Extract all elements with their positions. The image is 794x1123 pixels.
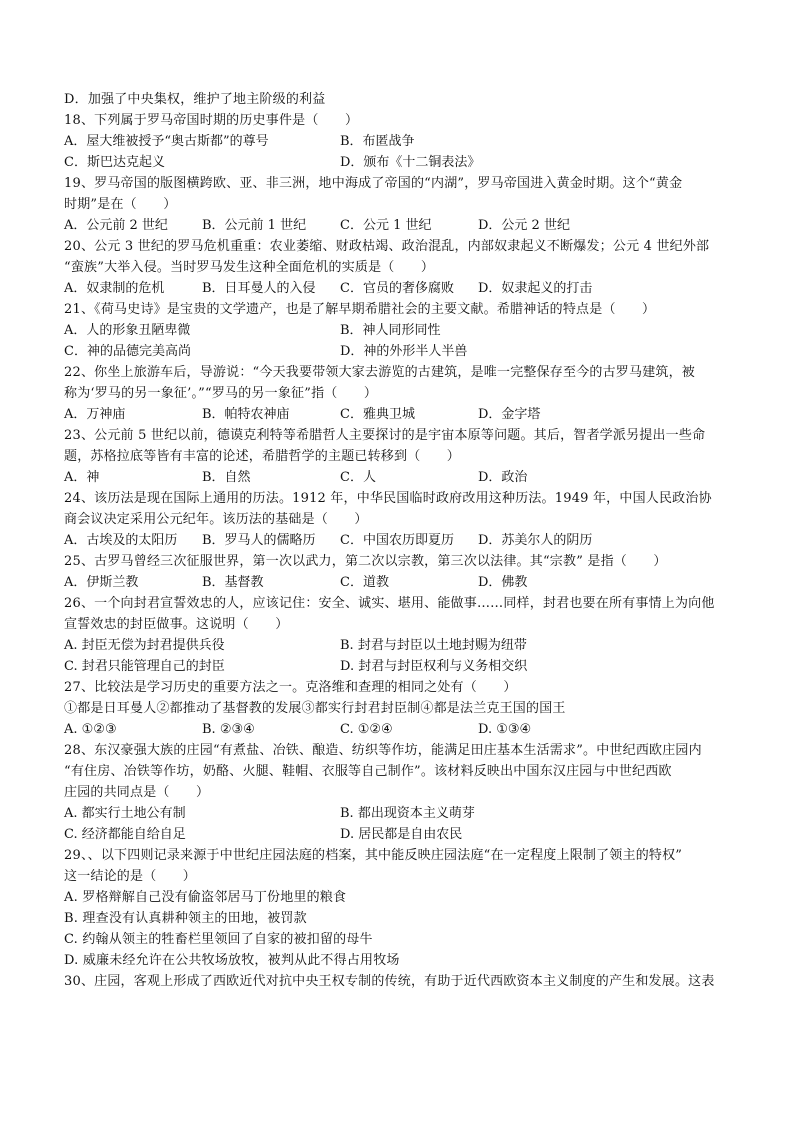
answer-options-row: [64, 152, 740, 173]
answer-option: B. ②③④: [202, 722, 255, 737]
answer-options-row: [64, 404, 740, 425]
text-line: 24、该历法是现在国际上通用的历法。1912 年，中华民国临时政府改用这种历法。1949 年，中国人民政治协: [64, 491, 712, 506]
answer-option: D．神的外形半人半兽: [340, 344, 468, 359]
text-line: 称为‘罗马的另一象征’。”“罗马的另一象征”指（ ）: [64, 386, 378, 401]
answer-option: A．公元前 2 世纪: [64, 218, 168, 233]
answer-option: A．神: [64, 470, 100, 485]
answer-options-row: [64, 572, 740, 593]
answer-option: C．神的品德完美高尚: [64, 344, 191, 359]
answer-option: D．苏美尔人的阴历: [478, 533, 593, 548]
answer-option: D. ①③④: [478, 722, 532, 737]
answer-options-row: [64, 635, 740, 656]
text-line: 21、《荷马史诗》是宝贵的文学遗产，也是了解早期希腊社会的主要文献。希腊神话的特点是（ ）: [64, 302, 656, 317]
answer-option: C．中国农历即夏历: [340, 533, 454, 548]
answer-options-row: [64, 467, 740, 488]
text-line: 25、古罗马曾经三次征服世界，第一次以武力，第二次以宗教，第三次以法律。其“宗教” 是指（ ）: [64, 554, 667, 569]
answer-option: C．道教: [340, 575, 389, 590]
answer-options-row: [64, 824, 740, 845]
answer-option: A．古埃及的太阳历: [64, 533, 178, 548]
answer-options-row: [64, 656, 740, 677]
answer-option: D．颁布《十二铜表法》: [340, 155, 481, 170]
answer-option: B. 都出现资本主义萌芽: [340, 806, 475, 821]
answer-option: A. 都实行土地公有制: [64, 806, 186, 821]
text-line: 27、比较法是学习历史的重要方法之一。克洛维和查理的相同之处有（ ）: [64, 680, 517, 695]
text-line: 题，苏格拉底等皆有丰富的论述，希腊哲学的主题已转移到（ ）: [64, 449, 461, 464]
text-line: 庄园的共同点是（ ）: [64, 785, 210, 800]
answer-option: C. ①②④: [340, 722, 393, 737]
text-line: “有住房、冶铁等作坊，奶酪、火腿、鞋帽、衣服等自己制作”。该材料反映出中国东汉庄园与中世纪西欧: [64, 764, 672, 779]
text-line: 22、你坐上旅游车后，导游说：“今天我要带领大家去游览的古建筑，是唯一完整保存至今的古罗马建筑，被: [64, 365, 695, 380]
answer-option: C. 经济都能自给自足: [64, 827, 186, 842]
text-line: D. 威廉未经允许在公共牧场放牧，被判从此不得占用牧场: [64, 953, 400, 968]
text-line: A. 罗格辩解自己没有偷盗邻居马丁份地里的粮食: [64, 890, 347, 905]
answer-option: B．公元前 1 世纪: [202, 218, 307, 233]
answer-option: D．奴隶起义的打击: [478, 281, 593, 296]
answer-option: B．基督教: [202, 575, 264, 590]
answer-option: D．公元 2 世纪: [478, 218, 570, 233]
answer-option: D. 居民都是自由农民: [340, 827, 463, 842]
text-line: 20、公元 3 世纪的罗马危机重重：农业萎缩、财政枯竭、政治混乱，内部奴隶起义不断爆发；公元 4 世纪外部: [64, 239, 710, 254]
text-line: B. 理查没有认真耕种领主的田地，被罚款: [64, 911, 307, 926]
text-line: 29、、以下四则记录来源于中世纪庄园法庭的档案，其中能反映庄园法庭“在一定程度上限制了领主的特权”: [64, 848, 683, 863]
answer-options-row: [64, 278, 740, 299]
text-line: 30、庄园，客观上形成了西欧近代对抗中央王权专制的传统，有助于近代西欧资本主义制度的产生和发展。这表: [64, 974, 715, 989]
text-line: ①都是日耳曼人②都推动了基督教的发展③都实行封君封臣制④都是法兰克王国的国王: [64, 701, 566, 716]
answer-option: A．奴隶制的危机: [64, 281, 165, 296]
text-line: 26、一个向封君宣誓效忠的人，应该记住：安全、诚实、堪用、能做事……同样，封君也要在所有事情上为向他: [64, 596, 715, 611]
answer-option: C. 封君只能管理自己的封臣: [64, 659, 225, 674]
answer-option: D．金字塔: [478, 407, 541, 422]
answer-option: B. 封君与封臣以土地封赐为纽带: [340, 638, 527, 653]
answer-options-row: [64, 215, 740, 236]
text-line: 商会议决定采用公元纪年。该历法的基础是（ ）: [64, 512, 368, 527]
text-line: 18、下列属于罗马帝国时期的历史事件是（ ）: [64, 113, 359, 128]
answer-option: D．政治: [478, 470, 528, 485]
answer-option: A．伊斯兰教: [64, 575, 139, 590]
answer-options-row: [64, 719, 740, 740]
answer-option: C．公元 1 世纪: [340, 218, 432, 233]
answer-option: A. ①②③: [64, 722, 117, 737]
answer-option: C．雅典卫城: [340, 407, 415, 422]
text-line: 23、公元前 5 世纪以前，德谟克利特等希腊哲人主要探讨的是宇宙本原等问题。其后，智者学派另提出一些命: [64, 428, 706, 443]
answer-options-row: [64, 341, 740, 362]
answer-options-row: [64, 803, 740, 824]
answer-options-row: [64, 530, 740, 551]
text-line: 19、罗马帝国的版图横跨欧、亚、非三洲，地中海成了帝国的“内湖”，罗马帝国进入黄金时期。这个“黄金: [64, 176, 683, 191]
answer-option: C．官员的奢侈腐败: [340, 281, 454, 296]
text-line: C. 约翰从领主的牲畜栏里领回了自家的被扣留的母牛: [64, 932, 373, 947]
text-line: 28、东汉豪强大族的庄园“有煮盐、冶铁、酿造、纺织等作坊，能满足田庄基本生活需求”。中世纪西欧庄园内: [64, 743, 702, 758]
answer-option: B．罗马人的儒略历: [202, 533, 316, 548]
answer-option: A．人的形象丑陋卑微: [64, 323, 191, 338]
answer-option: A．屋大维被授予“奥古斯都”的尊号: [64, 134, 269, 149]
answer-option: B．布匿战争: [340, 134, 415, 149]
question-list: [64, 89, 740, 992]
text-line: D．加强了中央集权，维护了地主阶级的利益: [64, 92, 326, 107]
answer-option: D．佛教: [478, 575, 528, 590]
answer-option: C．斯巴达克起义: [64, 155, 165, 170]
answer-option: A．万神庙: [64, 407, 126, 422]
answer-option: B．日耳曼人的入侵: [202, 281, 316, 296]
answer-option: B．帕特农神庙: [202, 407, 290, 422]
answer-option: A. 封臣无偿为封君提供兵役: [64, 638, 225, 653]
answer-option: B．神人同形同性: [340, 323, 441, 338]
text-line: 时期”是在（ ）: [64, 197, 177, 212]
answer-option: C．人: [340, 470, 376, 485]
text-line: 这一结论的是（ ）: [64, 869, 197, 884]
answer-option: B．自然: [202, 470, 251, 485]
text-line: 宣誓效忠的封臣做事。这说明（ ）: [64, 617, 289, 632]
answer-options-row: [64, 320, 740, 341]
text-line: “蛮族”大举入侵。当时罗马发生这种全面危机的实质是（ ）: [64, 260, 435, 275]
answer-option: D. 封君与封臣权利与义务相交织: [340, 659, 528, 674]
answer-options-row: [64, 131, 740, 152]
